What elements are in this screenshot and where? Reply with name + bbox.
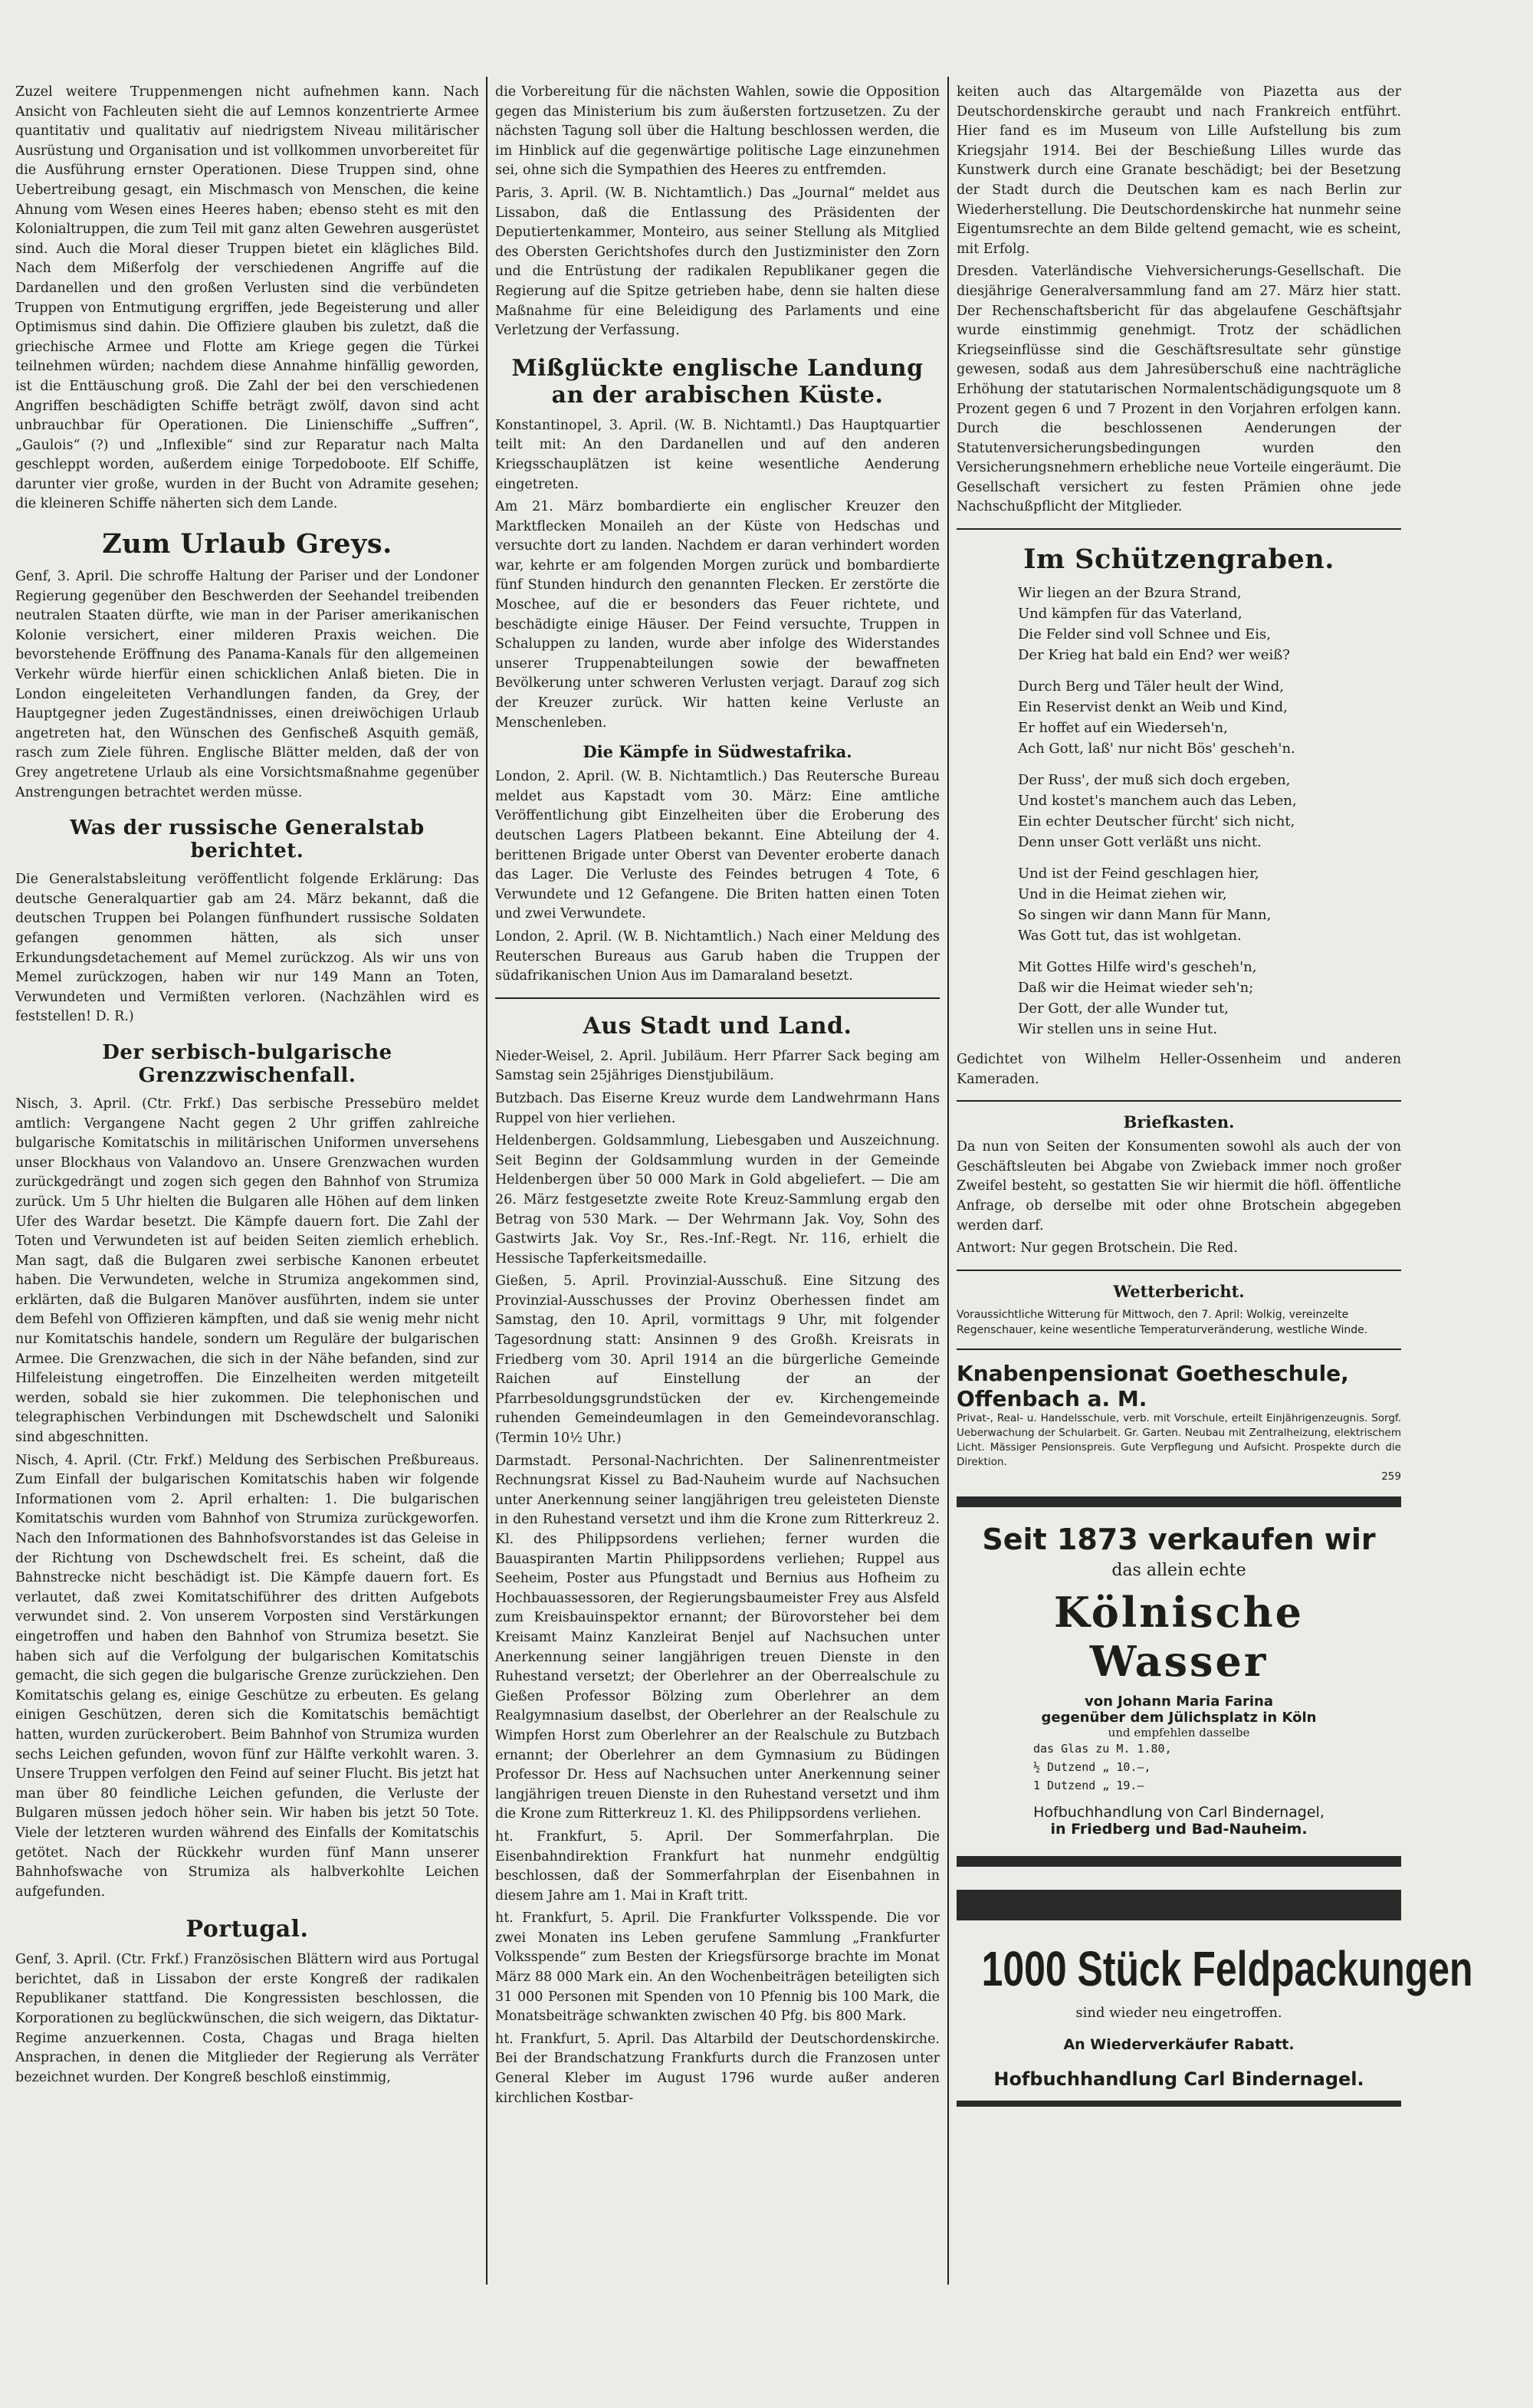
- poem-line: Und kämpfen für das Vaterland,: [1018, 606, 1242, 623]
- article-text: London, 2. April. (W. B. Nichtamtlich.) Nach einer Meldung des Reuterschen Bureaus aus Garub haben die Truppen der südafrikanischen Union Aus im Damaraland besetzt.: [495, 928, 940, 984]
- local-news-item: Butzbach. Das Eiserne Kreuz wurde dem Landwehrmann Hans Ruppel von hier verliehen.: [495, 1090, 940, 1126]
- ad-border: [957, 1890, 1401, 1920]
- headline-schuetzengraben: Im Schützengraben.: [1023, 544, 1334, 576]
- koelnisch-wasser-ad: [957, 1523, 1401, 1838]
- ad-address: gegenüber dem Jülichsplatz in Köln: [1041, 1709, 1317, 1726]
- article-text: Zuzel weitere Truppenmengen nicht aufnehmen kann. Nach Ansicht von Fachleuten sieht die auf Lemnos konzentrierte Armee quantitativ und qualitativ auf niedrigstem Niveau militärischer Ausrüstung und Organisation und ist vollkommen unvorbereitet für die Ausführung ernster Operationen. Diese Truppen sind, ohne Uebertreibung gesagt, ein Mischmasch von Menschen, die keine Ahnung vom Wesen eines Heeres haben; ebenso steht es mit den Kolonialtruppen, die zum Teil mit ganz alten Gewehren ausgerüstet sind. Auch die Moral dieser Truppen bietet ein klägliches Bild. Nach dem Mißerfolg der verschiedenen Angriffe auf die Dardanellen und den großen Verlusten sind die verbündeten Truppen von Entmutigung ergriffen, jede Begeisterung und aller Optimismus sind dahin. Die Offiziere glauben bis zuletzt, daß die griechische Armee und Flotte am Kriege gegen die Türkei teilnehmen würden; nachdem diese Annahme hinfällig geworden, ist die Enttäuschung groß. Die Zahl der bei den verschiedenen Angriffen beschädigten Schiffe beträgt zwölf, davon sind acht unbrauchbar für Operationen. Die Linienschiffe „Suffren“, „Gaulois“ (?) und „Inflexible“ sind zur Reparatur nach Malta geschleppt worden, außerdem einige Torpedoboote. Elf Schiffe, darunter vier große, wurden in der Bucht von Adramite gesehen; die kleineren Schiffe näherten sich dem Lande.: [15, 84, 479, 512]
- local-news-item: Gießen, 5. April. Provinzial-Ausschuß. Eine Sitzung des Provinzial-Ausschusses der Provinz Oberhessen findet am Samstag, den 10. April, vormittags 9 Uhr, mit folgender Tagesordnung statt: Ansinnen 9 des Großh. Kreisrats in Friedberg vom 30. April 1914 an die bürgerliche Gemeinde Raichen auf Einstellung der an der Pfarrbesoldungsgrundstücken der ev. Kirchengemeinde ruhenden Gemeindeumlagen in den Gemeindevoranschlag. (Termin 10½ Uhr.): [495, 1273, 940, 1447]
- column-3: [957, 83, 1473, 2113]
- headline-suedwestafrika: Die Kämpfe in Südwestafrika.: [583, 742, 852, 762]
- local-news-item: ht. Frankfurt, 5. April. Das Altarbild der Deutschordenskirche. Bei der Brandschatzung Frankfurts durch die Franzosen unter General Kleber im August 1796 wurde außer anderen kirchlichen Kostbar-: [495, 2031, 940, 2106]
- ad-headline: 1000 Stück Feldpackungen: [981, 1940, 1473, 1996]
- headline-urlaub-greys: Zum Urlaub Greys.: [102, 528, 392, 560]
- column-2: [495, 83, 940, 2111]
- poem-line: Der Russ', der muß sich doch ergeben,: [1018, 772, 1291, 789]
- poem-stanza: [1018, 957, 1401, 1040]
- divider: [957, 1100, 1401, 1102]
- poem-stanza: [1018, 770, 1401, 852]
- article-text: Nisch, 4. April. (Ctr. Frkf.) Meldung des Serbischen Preßbureaus. Zum Einfall der bulgarischen Komitatschis haben wir folgende Informationen vom 2. April erhalten: 1. Die bulgarischen Komitatschis wurden vom Bahnhof von Strumiza zurückgeworfen. Nach den Informationen des Bahnhofsvorstandes ist das Geleise in der Richtung von Dschewdschelt frei. Es scheint, daß die Bahnstrecke nicht beschädigt ist. Die Kämpfe dauern fort. Es verlautet, daß zwei Komitatschiführer des dritten Aufgebots verwundet sind. 2. Von unserem Vorposten sind Verstärkungen eingetroffen und haben den Bahnhof von Strumiza besetzt. Sie haben sich auf die Verfolgung der bulgarischen Komitatschis gemacht, die sich gegen die bulgarische Grenze zurückziehen. Den Komitatschis gelang es, einige Geschütze zu erbeuten. Es gelang einigen Geschützen, deren sich die Komitatschis bemächtigt hatten, wurden zurückerobert. Beim Bahnhof von Strumiza wurden sechs Leichen gefunden, wovon fünf zur Hälfte verkohlt waren. 3. Unsere Truppen verfolgen den Feind auf seiner Flucht. Bis jetzt hat man über 80 feindliche Leichen gefunden, die Verluste der Bulgaren müssen jedoch höher sein. Wir haben bis jetzt 50 Tote. Viele der letzteren wurden während des Einfalls der Komitatschis getötet. Nach der Rückkehr wurden fünf Mann unserer Bahnhofswache von Strumiza als halbverkohlte Leichen aufgefunden.: [15, 1452, 479, 1900]
- poem-stanza: [1018, 676, 1401, 759]
- poem-line: Und kostet's manchem auch das Leben,: [1018, 793, 1297, 810]
- local-news-item: ht. Frankfurt, 5. April. Die Frankfurter Volksspende. Die vor zwei Monaten ins Leben gerufene Sammlung „Frankfurter Volksspende“ zum Besten der Kriegsfürsorge brachte im Monat März 88 000 Mark ein. An den Wochenbeiträgen beteiligten sich 31 000 Personen mit Spenden von 10 Pfennig bis 100 Mark, die Monatsbeiträge schwankten zwischen 40 Pfg. bis 800 Mark.: [495, 1910, 940, 2025]
- ad-location: in Friedberg und Bad-Nauheim.: [1050, 1820, 1308, 1838]
- poem-line: Und in die Heimat ziehen wir,: [1018, 886, 1227, 903]
- local-news-item: ht. Frankfurt, 5. April. Der Sommerfahrplan. Die Eisenbahndirektion Frankfurt hat nunmehr endgültig beschlossen, daß der Sommerfahrplan der Eisenbahnen in diesem Jahre am 1. Mai in Kraft tritt.: [495, 1828, 940, 1904]
- poem-line: Daß wir die Heimat wieder seh'n;: [1018, 980, 1254, 997]
- letter-text: Da nun von Seiten der Konsumenten sowohl als auch der von Geschäftsleuten bei Abgabe von Zwieback immer noch großer Zweifel besteht, so gestatten Sie wir hiermit die höfl. öffentliche Anfrage, ob derselbe mit oder ohne Brotschein abgegeben werden darf.: [957, 1139, 1401, 1234]
- article-text: Die Generalstabsleitung veröffentlicht folgende Erklärung: Das deutsche Generalquartier gab am 24. März bekannt, daß die deutschen Truppen bei Polangen fünfhundert russische Soldaten gefangen genommen hätten, als sich unser Erkundungsdetachement auf Memel zurückzog. Als wir uns von Memel zurückzogen, haben wir nur 149 Mann an Toten, Verwundeten und Vermißten verloren. (Nachzählen wird es feststellen! D. R.): [15, 872, 479, 1025]
- local-news-item: Nieder-Weisel, 2. April. Jubiläum. Herr Pfarrer Sack beging am Samstag sein 25jähriges Dienstjubiläum.: [495, 1048, 940, 1084]
- ad-headline: Seit 1873 verkaufen wir: [982, 1522, 1376, 1556]
- price-line: 1 Dutzend „ 19.—: [1033, 1778, 1144, 1792]
- poem-line: Wir stellen uns in seine Hut.: [1018, 1021, 1217, 1038]
- ad-seller: Hofbuchhandlung von Carl Bindernagel,: [1033, 1803, 1325, 1821]
- poem-line: Er hoffet auf ein Wiederseh'n,: [1018, 720, 1228, 737]
- headline-grenzzwischenfall: Der serbisch-bulgarische Grenzzwischenfall.: [102, 1040, 392, 1087]
- ad-maker: von Johann Maria Farina: [1084, 1693, 1273, 1710]
- divider: [495, 997, 940, 999]
- article-text: Dresden. Vaterländische Viehversicherungs-Gesellschaft. Die diesjährige Generalversammlung fand am 27. März hier statt. Der Rechenschaftsbericht für das abgelaufene Geschäftsjahr wurde einstimmig genehmigt. Trotz der schädlichen Kriegseinflüsse sind die Geschäftsresultate sehr günstige gewesen, sodaß aus dem Jahresüberschuß eine nachträgliche Erhöhung der statutarischen Normalentschädigungsquote um 8 Prozent gegen 6 und 7 Prozent in den Vorjahren erfolgen kann. Durch die beschlossenen Aenderungen der Statutenversicherungsbedingungen wurden den Versicherungsnehmern erhebliche neue Vorteile eingeräumt. Die Gesellschaft versichert zu festen Prämien ohne jede Nachschußpflicht der Mitglieder.: [957, 264, 1401, 515]
- headline-aus-stadt-und-land: Aus Stadt und Land.: [583, 1012, 852, 1040]
- poem-line: Durch Berg und Täler heult der Wind,: [1018, 678, 1284, 695]
- headline-portugal: Portugal.: [185, 1916, 309, 1943]
- article-text: Am 21. März bombardierte ein englischer Kreuzer den Marktflecken Monaileh an der Küste von Hedschas und versuchte dort zu landen. Nachdem er daran verhindert worden war, kehrte er am folgenden Morgen zurück und bombardierte fünf Stunden hindurch den genannten Flecken. Er zerstörte die Moschee, auf die er besonders das Feuer richtete, und beschädigte einige Häuser. Der Feind versuchte, Truppen in Schaluppen zu landen, wurde aber infolge des Widerstandes unserer Truppenabteilungen sowie der bewaffneten Bevölkerung unter schweren Verlusten verjagt. Darauf zog sich der Kreuzer zurück. Wir hatten keine Verluste an Menschenleben.: [495, 499, 940, 731]
- divider: [957, 1349, 1401, 1350]
- headline-wetterbericht: Wetterbericht.: [1113, 1281, 1245, 1301]
- poem-line: Mit Gottes Hilfe wird's gescheh'n,: [1018, 959, 1257, 976]
- poem-line: Ein echter Deutscher fürcht' sich nicht,: [1018, 813, 1295, 830]
- article-text: keiten auch das Altargemälde von Piazetta aus der Deutschordenskirche geraubt und nach Frankreich entführt. Hier fand es im Museum von Lille Aufstellung bis zum Kriegsjahr 1914. Bei der Beschießung Lilles wurde das Kunstwerk durch eine Granate beschädigt; bei der Besetzung der Stadt durch die Deutschen kam es nach Berlin zur Wiederherstellung. Die Deutschordenskirche hat nunmehr seine Eigentumsrechte an dem Bilde geltend gemacht, wie es scheint, mit Erfolg.: [957, 84, 1401, 257]
- article-text: die Vorbereitung für die nächsten Wahlen, sowie die Opposition gegen das Ministerium bis zum äußersten fortzusetzen. Zu der nächsten Tagung soll über die Haltung beschlossen werden, die im Hinblick auf die gegenwärtige politische Lage einzunehmen sei, ohne sich die Sympathien des Heeres zu entfremden.: [495, 84, 940, 179]
- poem-line: Denn unser Gott verläßt uns nicht.: [1018, 834, 1262, 851]
- column-1: [15, 83, 479, 2091]
- letter-answer: Antwort: Nur gegen Brotschein. Die Red.: [957, 1240, 1238, 1257]
- divider: [957, 1270, 1401, 1271]
- ad-number: 259: [1381, 1470, 1401, 1483]
- feldpackungen-ad: [957, 1940, 1473, 2090]
- article-text: London, 2. April. (W. B. Nichtamtlich.) Das Reutersche Bureau meldet aus Kapstadt vom 30. März: Eine amtliche Veröffentlichung gibt Einzelheiten über die Eroberung des deutschen Lagers Platbeen bekannt. Eine Abteilung der 4. berittenen Brigade unter Oberst van Deventer eroberte danach das Lager. Die Verluste des Feindes betrugen 4 Tote, 6 Verwundete und 12 Gefangene. Die Briten hatten einen Toten und zwei Verwundete.: [495, 769, 940, 922]
- poem-line: Wir liegen an der Bzura Strand,: [1018, 585, 1242, 602]
- ad-border: [957, 2101, 1401, 2107]
- ad-text: und empfehlen dasselbe: [1108, 1725, 1250, 1739]
- poem-signature: Gedichtet von Wilhelm Heller-Ossenheim und anderen Kameraden.: [957, 1052, 1401, 1087]
- poem-line: Ein Reservist denkt an Weib und Kind,: [1018, 699, 1288, 716]
- price-line: ½ Dutzend „ 10.—,: [1033, 1759, 1151, 1774]
- ad-border: [957, 1856, 1401, 1867]
- ad-border: [957, 1496, 1401, 1507]
- article-text: Nisch, 3. April. (Ctr. Frkf.) Das serbische Pressebüro meldet amtlich: Vergangene Nacht gegen 2 Uhr griffen zahlreiche bulgarische Komitatschis in militärischen Uniformen unversehens unser Blockhaus von Valandovo an. Unsere Grenzwachen wurden zurückgedrängt und zogen sich gegen den Bahnhof von Strumiza zurück. Um 5 Uhr hielten die Bulgaren alle Höhen auf dem linken Ufer des Wardar besetzt. Die Kämpfe dauern fort. Die Zahl der Toten und Verwundeten ist auf beiden Seiten ziemlich erheblich. Man sagt, daß die Bulgaren zwei serbische Kanonen erbeutet haben. Die Verwundeten, welche in Strumiza angekommen sind, erklärten, daß die Bulgaren Manöver ausführten, indem sie unter dem Befehl von Offizieren kämpften, und daß sie wenig mehr nicht nur Komitatschis handele, sondern um Reguläre der bulgarischen Armee. Die Grenzwachen, die sich in der Nähe befanden, sind zur Hilfeleistung eingetroffen. Die Einzelheiten werden mitgeteilt werden, sobald sie hier zukommen. Die telephonischen und telegraphischen Verbindungen mit Dschewdschelt und Saloniki sind abgeschnitten.: [15, 1096, 479, 1446]
- article-text: Paris, 3. April. (W. B. Nichtamtlich.) Das „Journal“ meldet aus Lissabon, daß die Entlassung des Präsidenten der Deputiertenkammer, Monteiro, aus seiner Stellung als Mitglied des Obersten Gerichtshofes durch den Justizminister den Zorn und die Entrüstung der radikalen Republikaner gegen die Regierung auf die Spitze getrieben habe, denn sie halten diese Maßnahme für eine Beleidigung des Parlaments und eine Verletzung der Verfassung.: [495, 185, 940, 339]
- school-ad-text: Privat-, Real- u. Handelsschule, verb. mit Vorschule, erteilt Einjährigenzeugnis. Sorgf. Ueberwachung der Schularbeit. Gr. Garten. Neubau mit Zentralheizung, elektrischem Licht. Mässiger Pensionspreis. Gute Verpflegung und Aufsicht. Prospekte durch die Direktion.: [957, 1411, 1401, 1468]
- article-text: Genf, 3. April. Die schroffe Haltung der Pariser und der Londoner Regierung gegenüber den Beschwerden der Seehandel treibenden neutralen Staaten dürfte, wie man in der Pariser amerikanischen Kolonie versichert, einer milderen Praxis weichen. Die bevorstehende Eröffnung des Panama-Kanals für den allgemeinen Verkehr würde hierfür einen schicklichen Anlaß bieten. Die in London eingeleiteten Verhandlungen fanden, da Grey, der Hauptgegner jeden Zugeständnisses, einen dreiwöchigen Urlaub angetreten hat, den Wünschen des Genfischeß Asquith gemäß, rasch zum Ziele führen. Englische Blätter melden, daß der von Grey angetretene Urlaub als eine Vorsichtsmaßnahme gegenüber Anstrengungen betrachtet werden müsse.: [15, 569, 479, 800]
- local-news-item: Darmstadt. Personal-Nachrichten. Der Salinenrentmeister Rechnungsrat Kissel zu Bad-Nauheim wurde auf Nachsuchen unter Anerkennung seiner langjährigen treu geleisteten Dienste in den Ruhestand versetzt und ihm die Krone zum Ritterkreuz 2. Kl. des Philippsordens verliehen; ferner wurden die Bauaspiranten Martin Philippsordens verliehen; Ruppel aus Seeheim, Poster aus Pfungstadt und Bernius aus Hofheim zu Hochbauassessoren, der Regierungsbaumeister Frey aus Alsfeld zum Kreisbauinspektor ernannt; der Bürovorsteher bei dem Kreisamt Mainz Kanzleirat Benjel auf Nachsuchen unter Anerkennung seiner langjährigen treuen Dienste in den Ruhestand versetzt; der Oberlehrer an der Oberrealschule zu Gießen Professor Bölzing zum Oberlehrer an dem Realgymnasium daselbst, der Oberlehrer an der Realschule zu Wimpfen Horst zum Oberlehrer an der Realschule zu Butzbach ernannt; der Oberlehrer an dem Gymnasium zu Büdingen Professor Dr. Hess auf Nachsuchen unter Anerkennung seiner langjährigen treuen Dienste in den Ruhestand versetzt und ihm die Krone zum Ritterkreuz 1. Kl. des Philippsordens verliehen.: [495, 1453, 940, 1822]
- poem-line: Der Krieg hat bald ein End? wer weiß?: [1018, 647, 1290, 664]
- ad-product: Kölnische Wasser: [1054, 1587, 1304, 1686]
- poem-stanza: [1018, 583, 1401, 665]
- headline-briefkasten: Briefkasten.: [1123, 1112, 1235, 1132]
- ad-text: das allein echte: [1111, 1560, 1246, 1580]
- column-rule-2: [947, 77, 949, 2285]
- poem-line: So singen wir dann Mann für Mann,: [1018, 907, 1272, 924]
- ad-text: sind wieder neu eingetroffen.: [1075, 2004, 1282, 2021]
- local-news-item: Heldenbergen. Goldsammlung, Liebesgaben und Auszeichnung. Seit Beginn der Goldsammlung wurden in der Gemeinde Heldenbergen über 50 000 Mark in Gold abgeliefert. — Die am 26. März festgesetzte zweite Rote Kreuz-Sammlung ergab den Betrag von 530 Mark. — Der Wehrmann Jak. Voy, Sohn des Gastwirts Jak. Voy Sr., Res.-Inf.-Regt. Nr. 116, erhielt die Hessische Tapferkeitsmedaille.: [495, 1133, 940, 1266]
- price-line: das Glas zu M. 1.80,: [1033, 1741, 1172, 1756]
- ad-text: An Wiederverkäufer Rabatt.: [1063, 2035, 1295, 2053]
- poem-line: Und ist der Feind geschlagen hier,: [1018, 866, 1259, 882]
- poem-line: Was Gott tut, das ist wohlgetan.: [1018, 928, 1242, 944]
- weather-text: Voraussichtliche Witterung für Mittwoch, den 7. April: Wolkig, vereinzelte Regenschauer, keine wesentliche Temperaturveränderung, westliche Winde.: [957, 1308, 1368, 1336]
- poem-stanza: [1018, 863, 1401, 946]
- poem: [1018, 583, 1401, 1040]
- poem-line: Die Felder sind voll Schnee und Eis,: [1018, 626, 1271, 643]
- ad-seller: Hofbuchhandlung Carl Bindernagel.: [993, 2068, 1364, 2090]
- article-text: Konstantinopel, 3. April. (W. B. Nichtamtl.) Das Hauptquartier teilt mit: An den Dardanellen und auf den anderen Kriegsschauplätzen ist keine wesentliche Aenderung eingetreten.: [495, 417, 940, 492]
- headline-landung-arabische-kueste: Mißglückte englische Landung an der arabischen Küste.: [511, 354, 924, 409]
- poem-line: Der Gott, der alle Wunder tut,: [1018, 1000, 1229, 1017]
- divider: [957, 528, 1401, 530]
- poem-line: Ach Gott, laß' nur nicht Bös' gescheh'n.: [1018, 741, 1295, 757]
- column-rule-1: [486, 77, 487, 2285]
- article-text: Genf, 3. April. (Ctr. Frkf.) Französischen Blättern wird aus Portugal berichtet, daß in Lissabon der erste Kongreß der radikalen Republikaner stattfand. Die Kongressisten beschlossen, die Korporationen zu beglückwünschen, die sich weigern, das Diktatur-Regime anzuerkennen. Costa, Chagas und Braga hielten Ansprachen, in denen die Mitglieder der Regierung als Verräter bezeichnet wurden. Der Kongreß beschloß einstimmig,: [15, 1952, 479, 2085]
- school-ad-title: Knabenpensionat Goetheschule, Offenbach a. M.: [957, 1360, 1349, 1411]
- headline-russischer-generalstab: Was der russische Generalstab berichtet.: [70, 816, 425, 863]
